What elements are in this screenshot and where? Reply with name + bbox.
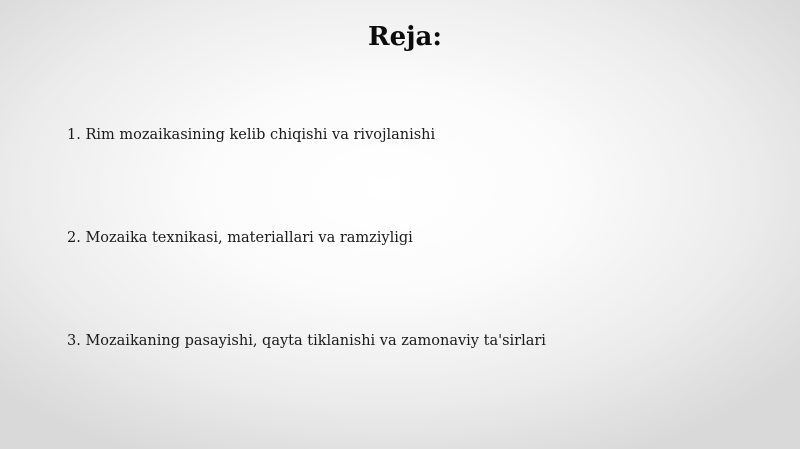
slide-title: Reja:	[367, 22, 442, 52]
plan-item-1: 1. Rim mozaikasining kelib chiqishi va rivojlanishi	[67, 127, 436, 143]
plan-item-2: 2. Mozaika texnikasi, materiallari va ramziyligi	[67, 230, 413, 246]
plan-item-3: 3. Mozaikaning pasayishi, qayta tiklanishi va zamonaviy ta'sirlari	[67, 333, 546, 349]
